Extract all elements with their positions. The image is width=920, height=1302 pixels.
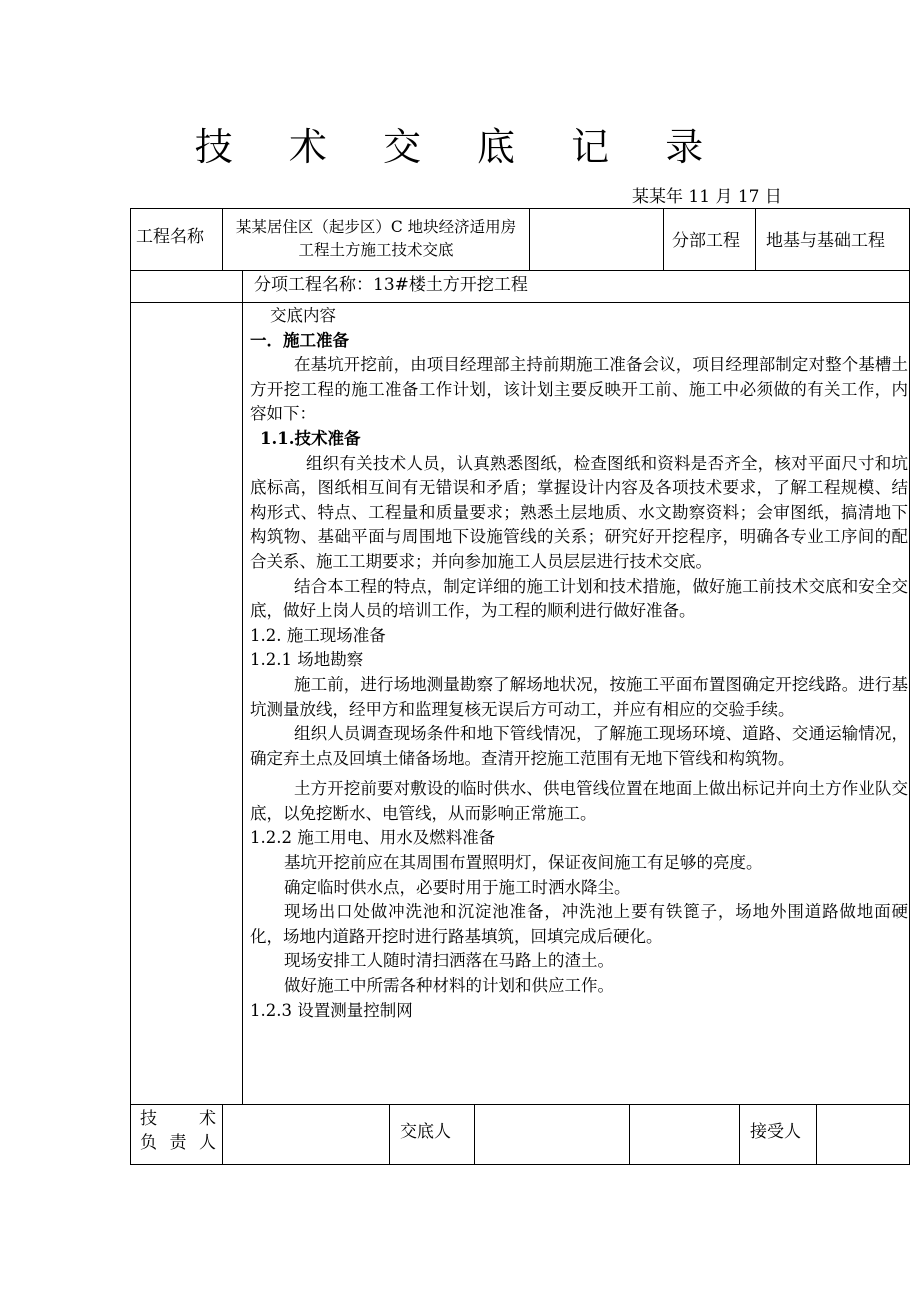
section-1-2-heading: 1.2. 施工现场准备: [250, 625, 386, 645]
project-name-line-2: 工程土方施工技术交底: [298, 241, 454, 259]
receiver-label: 接受人: [750, 1122, 801, 1142]
section-1-paragraph: 在基坑开挖前，由项目经理部主持前期施工准备会议，项目经理部制定对整个基槽土方开挖工程的施工准备工作计划，该计划主要反映开工前、施工中必须做的有关工作，内容如下：: [250, 355, 908, 424]
disclosure-content: [250, 304, 908, 1023]
section-1-2-2-paragraph-2: 确定临时供水点，必要时用于施工时洒水降尘。: [284, 877, 631, 897]
section-1-heading: 一．施工准备: [250, 330, 349, 350]
section-1-2-2-paragraph-1: 基坑开挖前应在其周围布置照明灯，保证夜间施工有足够的亮度。: [284, 853, 763, 873]
project-name-value: [224, 216, 528, 262]
tech-lead-char-5: 人: [199, 1133, 216, 1153]
content-intro: 交底内容: [270, 306, 336, 325]
tech-lead-char-1: 技: [140, 1109, 157, 1129]
tech-lead-char-3: 负: [140, 1133, 157, 1153]
section-1-2-2-paragraph-5: 做好施工中所需各种材料的计划和供应工作。: [284, 976, 614, 996]
handover-person-label: 交底人: [400, 1122, 451, 1142]
project-name-label: 工程名称: [136, 227, 204, 247]
section-1-1-paragraph-2: 结合本工程的特点，制定详细的施工计划和技术措施，做好施工前技术交底和安全交底，做好上岗人员的培训工作，为工程的顺利进行做好准备。: [250, 576, 908, 621]
tech-lead-char-2: 术: [199, 1109, 216, 1129]
section-1-2-1-paragraph-1: 施工前，进行场地测量勘察了解场地状况，按施工平面布置图确定开挖线路。进行基坑测量放线，经甲方和监理复核无误后方可动工，并应有相应的交验手续。: [250, 674, 908, 719]
section-1-2-1-paragraph-3: 土方开挖前要对敷设的临时供水、供电管线位置在地面上做出标记并向土方作业队交底，以免挖断水、电管线，从而影响正常施工。: [250, 779, 908, 823]
section-1-2-1-heading: 1.2.1 场地勘察: [250, 650, 364, 670]
tech-lead-label: [140, 1107, 216, 1155]
section-1-2-2-heading: 1.2.2 施工用电、用水及燃料准备: [250, 828, 496, 848]
document-date: 某某年 11 月 17 日: [632, 187, 782, 207]
section-1-1-paragraph-1: 组织有关技术人员，认真熟悉图纸，检查图纸和资料是否齐全，核对平面尺寸和坑底标高，图纸相互间有无错误和矛盾；掌握设计内容及各项技术要求，了解工程规模、结构形式、特点、工程量和质量要求；熟悉土层地质、水文勘察资料；会审图纸，搞清地下构筑物、基础平面与周围地下设施管线的关系；研究好开挖程序，明确各专业工序间的配合关系、施工工期要求；并向参加施工人员层层进行技术交底。: [250, 453, 908, 571]
tech-lead-char-4: 责: [169, 1133, 187, 1153]
division-value: 地基与基础工程: [766, 231, 885, 251]
section-1-2-2-paragraph-3: 现场出口处做冲洗池和沉淀池准备，冲洗池上要有铁篦子，场地外围道路做地面硬化，场地内道路开挖时进行路基填筑，回填完成后硬化。: [250, 902, 908, 946]
document-title: 技 术 交 底 记 录: [194, 125, 726, 169]
project-name-line-1: 某某居住区（起步区）C 地块经济适用房: [235, 218, 517, 236]
section-1-2-1-paragraph-2: 组织人员调查现场条件和地下管线情况，了解施工现场环境、道路、交通运输情况，确定弃土点及回填土储备场地。查清开挖施工范围有无地下管线和构筑物。: [250, 724, 908, 768]
section-1-2-2-paragraph-4: 现场安排工人随时清扫洒落在马路上的渣土。: [284, 951, 614, 971]
section-1-2-3-heading: 1.2.3 设置测量控制网: [250, 1000, 413, 1020]
section-1-1-heading: 1.1.技术准备: [260, 428, 361, 448]
subitem-name: 分项工程名称：13#楼土方开挖工程: [254, 275, 528, 295]
division-label: 分部工程: [672, 231, 740, 251]
